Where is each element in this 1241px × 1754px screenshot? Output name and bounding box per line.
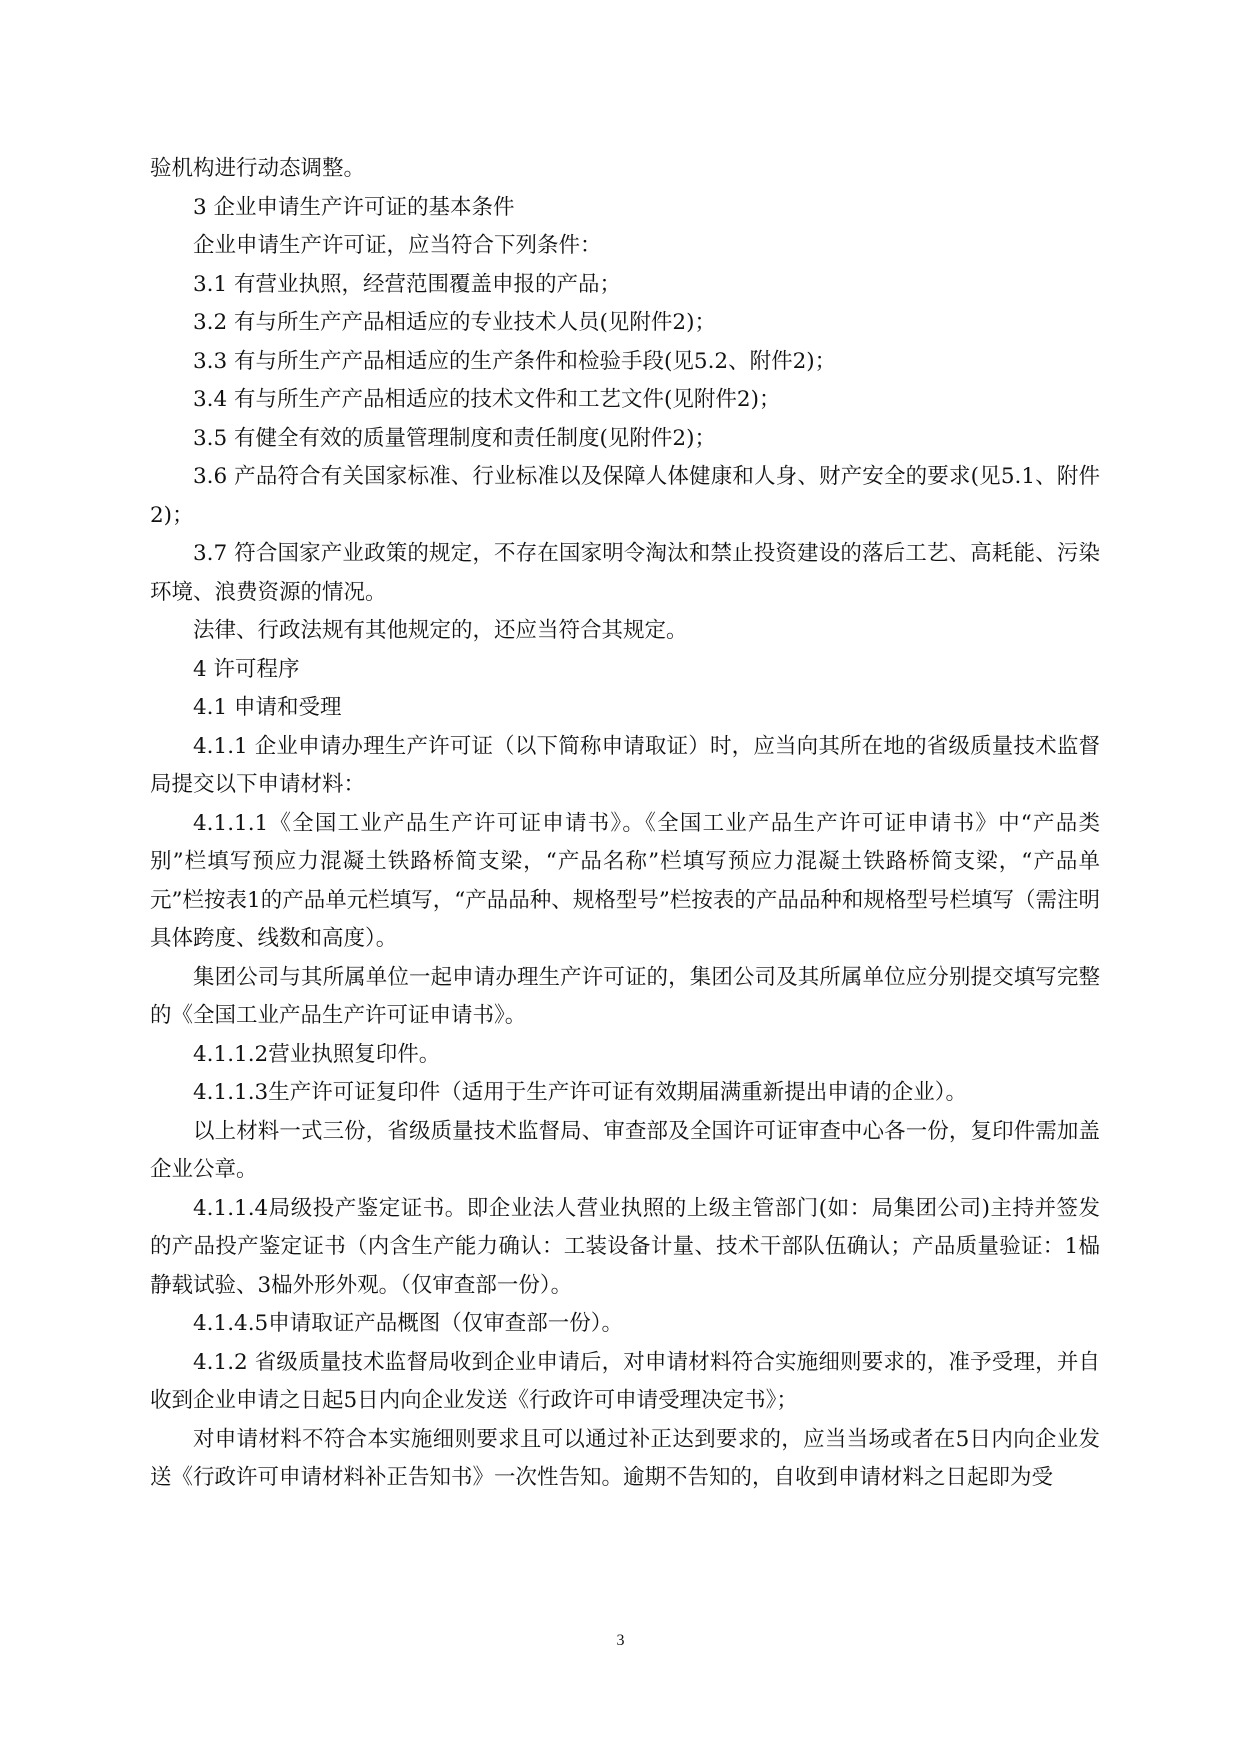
paragraph: 验机构进行动态调整。 bbox=[150, 156, 366, 181]
list-item: 3.3 有与所生产产品相适应的生产条件和检验手段(见5.2、附件2)； bbox=[193, 348, 837, 374]
paragraph: 4.1.1.4局级投产鉴定证书。即企业法人营业执照的上级主管部门(如：局集团公司)主持并签发的产品投产鉴定证书（内含生产能力确认：工装设备计量、技术干部队伍确认；产品质量验证：1榀静载试验、3榀外形外观。（仅审查部一份）。 bbox=[150, 1195, 1100, 1298]
paragraph: 企业申请生产许可证，应当符合下列条件： bbox=[193, 233, 602, 258]
list-item: 3.4 有与所生产产品相适应的技术文件和工艺文件(见附件2)； bbox=[193, 387, 781, 412]
paragraph: 对申请材料不符合本实施细则要求且可以通过补正达到要求的，应当当场或者在5日内向企业发送《行政许可申请材料补正告知书》一次性告知。逾期不告知的，自收到申请材料之日起即为受 bbox=[150, 1426, 1100, 1490]
paragraph: 4.1.1 企业申请办理生产许可证（以下简称申请取证）时，应当向其所在地的省级质量技术监督局提交以下申请材料： bbox=[150, 733, 1100, 797]
list-item: 3.5 有健全有效的质量管理制度和责任制度(见附件2)； bbox=[193, 425, 716, 451]
paragraph: 4.1.1.2营业执照复印件。 bbox=[193, 1041, 441, 1067]
paragraph: 法律、行政法规有其他规定的，还应当符合其规定。 bbox=[193, 618, 688, 643]
paragraph: 集团公司与其所属单位一起申请办理生产许可证的，集团公司及其所属单位应分别提交填写完整的《全国工业产品生产许可证申请书》。 bbox=[150, 964, 1100, 1028]
section-heading: 3 企业申请生产许可证的基本条件 bbox=[193, 194, 515, 220]
paragraph: 以上材料一式三份，省级质量技术监督局、审查部及全国许可证审查中心各一份，复印件需加盖企业公章。 bbox=[150, 1118, 1100, 1182]
subsection-heading: 4.1 申请和受理 bbox=[193, 695, 342, 720]
list-item: 3.2 有与所生产产品相适应的专业技术人员(见附件2)； bbox=[193, 310, 716, 335]
list-item: 3.7 符合国家产业政策的规定，不存在国家明令淘汰和禁止投资建设的落后工艺、高耗能、污染环境、浪费资源的情况。 bbox=[150, 541, 1100, 605]
list-item: 3.1 有营业执照，经营范围覆盖申报的产品； bbox=[193, 271, 622, 297]
list-item: 3.6 产品符合有关国家标准、行业标准以及保障人体健康和人身、财产安全的要求(见5.1、附件2)； bbox=[150, 464, 1100, 528]
paragraph: 4.1.1.1《全国工业产品生产许可证申请书》。《全国工业产品生产许可证申请书》中“产品类别”栏填写预应力混凝土铁路桥简支梁，“产品名称”栏填写预应力混凝土铁路桥简支梁，“产品单元”栏按表1的产品单元栏填写，“产品品种、规格型号”栏按表的产品品种和规格型号栏填写（需注明具体跨度、线数和高度）。 bbox=[150, 810, 1100, 951]
section-heading: 4 许可程序 bbox=[193, 656, 300, 682]
document-body bbox=[150, 150, 1100, 1498]
paragraph: 4.1.2 省级质量技术监督局收到企业申请后，对申请材料符合实施细则要求的，准予受理，并自收到企业申请之日起5日内向企业发送《行政许可申请受理决定书》； bbox=[150, 1349, 1100, 1413]
paragraph: 4.1.1.3生产许可证复印件（适用于生产许可证有效期届满重新提出申请的企业）。 bbox=[193, 1080, 967, 1105]
page-number: 3 bbox=[616, 1632, 625, 1649]
paragraph: 4.1.4.5申请取证产品概图（仅审查部一份）。 bbox=[193, 1311, 623, 1336]
